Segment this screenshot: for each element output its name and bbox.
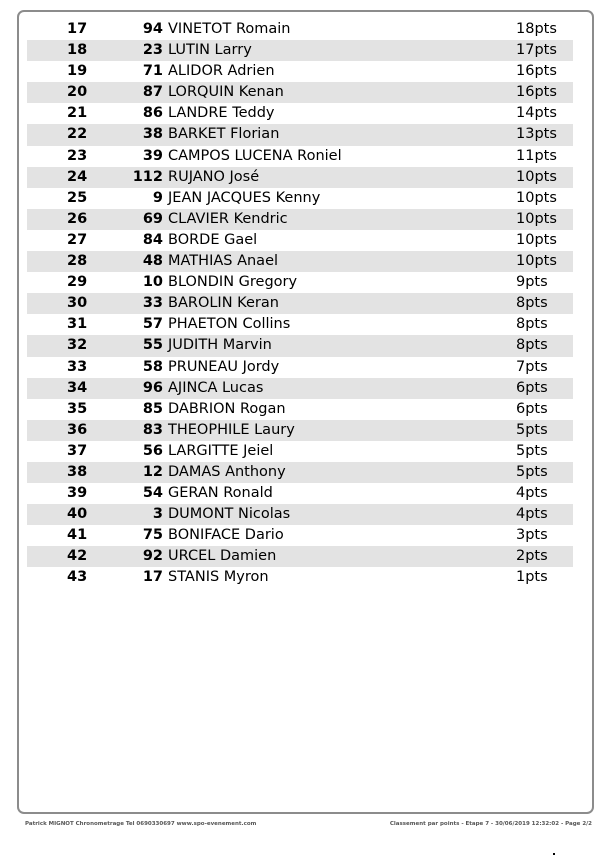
- rider-name-cell: CAMPOS LUCENA Roniel: [168, 147, 342, 164]
- bib-cell: 23: [142, 42, 163, 59]
- bib-cell: 75: [142, 527, 163, 544]
- results-table: [27, 19, 573, 589]
- points-cell: 1pts: [516, 569, 548, 586]
- table-row: [27, 124, 573, 145]
- table-row: [27, 462, 573, 483]
- bib-cell: 48: [142, 253, 163, 270]
- rank-cell: 22: [67, 126, 88, 143]
- rider-name-cell: BONIFACE Dario: [168, 527, 284, 544]
- points-cell: 10pts: [516, 168, 557, 185]
- bib-cell: 85: [142, 400, 163, 417]
- rider-name-cell: LARGITTE Jeiel: [168, 442, 274, 459]
- rider-name-cell: RUJANO José: [168, 168, 260, 185]
- bib-cell: 83: [142, 421, 163, 438]
- bib-cell: 87: [142, 84, 163, 101]
- table-row: [27, 103, 573, 124]
- table-row: [27, 483, 573, 504]
- table-row: [27, 399, 573, 420]
- rider-name-cell: DABRION Rogan: [168, 400, 286, 417]
- rider-name-cell: LUTIN Larry: [168, 42, 252, 59]
- table-row: [27, 167, 573, 188]
- rank-cell: 37: [67, 442, 88, 459]
- bib-cell: 9: [152, 189, 163, 206]
- rider-name-cell: LORQUIN Kenan: [168, 84, 284, 101]
- rider-name-cell: LANDRE Teddy: [168, 105, 275, 122]
- table-row: [27, 504, 573, 525]
- table-row: [27, 335, 573, 356]
- rider-name-cell: THEOPHILE Laury: [168, 421, 295, 438]
- points-cell: 8pts: [516, 295, 548, 312]
- bib-cell: 17: [142, 569, 163, 586]
- bib-cell: 96: [142, 379, 163, 396]
- rank-cell: 42: [67, 548, 88, 565]
- points-cell: 5pts: [516, 421, 548, 438]
- rank-cell: 17: [67, 21, 88, 37]
- rank-cell: 28: [67, 253, 88, 270]
- rider-name-cell: ALIDOR Adrien: [168, 63, 275, 80]
- points-cell: 6pts: [516, 400, 548, 417]
- table-row: [27, 19, 573, 40]
- bib-cell: 112: [132, 168, 163, 185]
- rider-name-cell: BAROLIN Keran: [168, 295, 279, 312]
- rank-cell: 27: [67, 231, 88, 248]
- points-cell: 18pts: [516, 21, 557, 37]
- table-row: [27, 314, 573, 335]
- bib-cell: 58: [142, 358, 163, 375]
- points-cell: 14pts: [516, 105, 557, 122]
- rank-cell: 33: [67, 358, 88, 375]
- rank-cell: 25: [67, 189, 88, 206]
- rider-name-cell: BLONDIN Gregory: [168, 274, 298, 291]
- bib-cell: 92: [142, 548, 163, 565]
- bib-cell: 12: [142, 463, 163, 480]
- rider-name-cell: CLAVIER Kendric: [168, 210, 288, 227]
- table-row: [27, 40, 573, 61]
- bib-cell: 84: [142, 231, 163, 248]
- rank-cell: 26: [67, 210, 88, 227]
- rider-name-cell: BARKET Florian: [168, 126, 280, 143]
- rider-name-cell: BORDE Gael: [168, 231, 258, 248]
- rank-cell: 18: [67, 42, 88, 59]
- points-cell: 16pts: [516, 84, 557, 101]
- table-row: [27, 293, 573, 314]
- rider-name-cell: AJINCA Lucas: [168, 379, 264, 396]
- rider-name-cell: PHAETON Collins: [168, 316, 291, 333]
- table-row: [27, 420, 573, 441]
- points-cell: 8pts: [516, 316, 548, 333]
- rider-name-cell: GERAN Ronald: [168, 485, 273, 502]
- bib-cell: 55: [142, 337, 163, 354]
- points-cell: 3pts: [516, 527, 548, 544]
- bib-cell: 54: [142, 485, 163, 502]
- bib-cell: 3: [152, 506, 163, 523]
- table-row: [27, 230, 573, 251]
- table-row: [27, 357, 573, 378]
- rank-cell: 32: [67, 337, 88, 354]
- bib-cell: 57: [142, 316, 163, 333]
- table-row: [27, 146, 573, 167]
- bib-cell: 33: [142, 295, 163, 312]
- table-row: [27, 546, 573, 567]
- points-cell: 10pts: [516, 189, 557, 206]
- table-row: [27, 525, 573, 546]
- footer-page-info: Classement par points - Etape 7 - 30/06/2019 12:32:02 - Page 2/2: [389, 821, 592, 827]
- rider-name-cell: PRUNEAU Jordy: [168, 358, 280, 375]
- points-cell: 11pts: [516, 147, 557, 164]
- points-cell: 2pts: [516, 548, 548, 565]
- rank-cell: 34: [67, 379, 88, 396]
- table-row: [27, 209, 573, 230]
- rank-cell: 43: [67, 569, 88, 586]
- table-row: [27, 441, 573, 462]
- points-cell: 8pts: [516, 337, 548, 354]
- table-row: [27, 272, 573, 293]
- points-cell: 4pts: [516, 506, 548, 523]
- rank-cell: 31: [67, 316, 88, 333]
- points-cell: 10pts: [516, 253, 557, 270]
- rider-name-cell: STANIS Myron: [168, 569, 269, 586]
- table-row: [27, 61, 573, 82]
- bib-cell: 71: [142, 63, 163, 80]
- points-cell: 7pts: [516, 358, 548, 375]
- rider-name-cell: JUDITH Marvin: [168, 337, 272, 354]
- rider-name-cell: DUMONT Nicolas: [168, 506, 291, 523]
- points-cell: 17pts: [516, 42, 557, 59]
- table-row: [27, 251, 573, 272]
- rider-name-cell: MATHIAS Anael: [168, 253, 279, 270]
- rank-cell: 20: [67, 84, 88, 101]
- table-row: [27, 567, 573, 588]
- rider-name-cell: URCEL Damien: [168, 548, 277, 565]
- rank-cell: 39: [67, 485, 88, 502]
- points-cell: 10pts: [516, 231, 557, 248]
- points-cell: 5pts: [516, 463, 548, 480]
- bib-cell: 39: [142, 147, 163, 164]
- rank-cell: 29: [67, 274, 88, 291]
- rider-name-cell: JEAN JACQUES Kenny: [168, 189, 321, 206]
- bib-cell: 69: [142, 210, 163, 227]
- table-row: [27, 82, 573, 103]
- table-row: [27, 378, 573, 399]
- bib-cell: 94: [142, 21, 163, 37]
- bib-cell: 38: [142, 126, 163, 143]
- bib-cell: 56: [142, 442, 163, 459]
- bib-cell: 10: [142, 274, 163, 291]
- points-cell: 4pts: [516, 485, 548, 502]
- rank-cell: 41: [67, 527, 88, 544]
- rank-cell: 36: [67, 421, 88, 438]
- rider-name-cell: DAMAS Anthony: [168, 463, 286, 480]
- points-cell: 13pts: [516, 126, 557, 143]
- rank-cell: 35: [67, 400, 88, 417]
- page-mark: [553, 853, 555, 855]
- rank-cell: 19: [67, 63, 88, 80]
- points-cell: 6pts: [516, 379, 548, 396]
- rank-cell: 30: [67, 295, 88, 312]
- rank-cell: 24: [67, 168, 88, 185]
- rank-cell: 40: [67, 506, 88, 523]
- points-cell: 10pts: [516, 210, 557, 227]
- rank-cell: 38: [67, 463, 88, 480]
- points-cell: 9pts: [516, 274, 548, 291]
- rank-cell: 21: [67, 105, 88, 122]
- rider-name-cell: VINETOT Romain: [168, 21, 291, 37]
- rank-cell: 23: [67, 147, 88, 164]
- bib-cell: 86: [142, 105, 163, 122]
- footer-organizer: Patrick MIGNOT Chronometrage Tel 0690330697 www.spo-evenement.com: [25, 821, 257, 827]
- points-cell: 16pts: [516, 63, 557, 80]
- points-cell: 5pts: [516, 442, 548, 459]
- table-row: [27, 188, 573, 209]
